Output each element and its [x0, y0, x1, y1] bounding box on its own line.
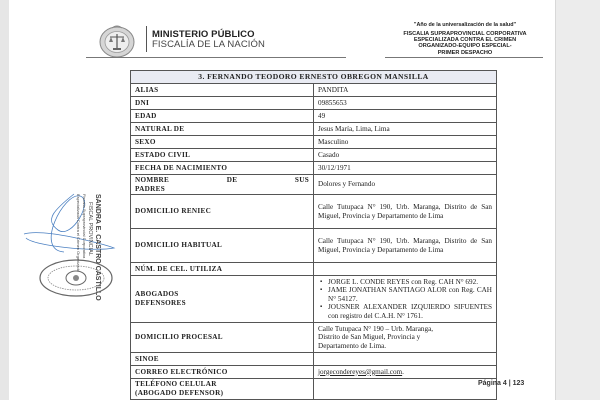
label-word: DE: [226, 175, 238, 184]
label-line-1: ABOGADOS: [135, 290, 179, 299]
row-label: DOMICILIO RENIEC: [131, 195, 314, 229]
lawyers-list: [318, 278, 492, 321]
header-rule-right: [385, 57, 543, 58]
row-label: EDAD: [131, 110, 314, 123]
row-value: 49: [314, 110, 497, 123]
value-line: Distrito de San Miguel, Provincia y: [318, 333, 421, 342]
row-value: Dolores y Fernando: [314, 175, 497, 195]
email-suffix: .: [402, 367, 404, 376]
row-value: 30/12/1971: [314, 162, 497, 175]
row-value: Casado: [314, 149, 497, 162]
table-row: [131, 195, 497, 229]
row-label: NATURAL DE: [131, 123, 314, 136]
row-value: Calle Tutupaca N° 190, Urb. Maranga, Distrito de San Miguel, Provincia y Departamento de Lima: [314, 229, 497, 263]
fiscalia-line: PRIMER DESPACHO: [437, 49, 493, 56]
row-label: [131, 379, 314, 400]
table-row: [131, 353, 497, 366]
label-line-2: PADRES: [135, 184, 166, 193]
signature-stamp: [14, 190, 126, 310]
viewer-scrollbar[interactable]: [555, 0, 600, 400]
table-row: [131, 323, 497, 353]
org-line-2: FISCALÍA DE LA NACIÓN: [152, 39, 265, 50]
row-label: SINOE: [131, 353, 314, 366]
table-row: [131, 97, 497, 110]
fiscalia-line: ORGANIZADO-EQUIPO ESPECIAL-: [418, 43, 512, 50]
table-row: [131, 149, 497, 162]
page-number: Página 4 | 123: [478, 380, 525, 387]
row-label: DOMICILIO HABITUAL: [131, 229, 314, 263]
row-value: PANDITA: [314, 84, 497, 97]
row-value: [314, 323, 497, 353]
table-row: [131, 162, 497, 175]
personal-info-table: [130, 70, 497, 400]
row-value: 09855653: [314, 97, 497, 110]
stamp-title: FISCAL PROVINCIAL: [87, 202, 93, 256]
row-label: ESTADO CIVIL: [131, 149, 314, 162]
row-value: [314, 366, 497, 379]
row-value: [314, 276, 497, 323]
stamp-name: SANDRA E. CASTRO CASTILLO: [94, 194, 101, 301]
fiscalia-line: FISCALIA SUPRAPROVINCIAL CORPORATIVA: [403, 31, 527, 37]
table-row: [131, 379, 497, 400]
table-row: [131, 123, 497, 136]
row-label: DOMICILIO PROCESAL: [131, 323, 314, 353]
row-value: Calle Tutupaca N° 190, Urb. Maranga, Distrito de San Miguel, Provincia y Departamento de Lima: [314, 195, 497, 229]
label-line-1: [135, 176, 309, 185]
value-line: Calle Tutupaca N° 190 – Urb. Maranga,: [318, 324, 434, 333]
table-row: [131, 263, 497, 276]
table-header-row: [131, 71, 497, 84]
person-title: 3. FERNANDO TEODORO ERNESTO OBREGON MANSILLA: [131, 71, 497, 84]
fiscalia-line: ESPECIALIZADA CONTRA EL CRIMEN: [413, 37, 517, 44]
table-row: [131, 175, 497, 195]
logo-divider: [146, 26, 147, 52]
row-value: [314, 263, 497, 276]
email-link[interactable]: jorgecondereyes@gmail.com: [318, 367, 403, 376]
value-line: Departamento de Lima.: [318, 341, 387, 350]
label-line-2: DEFENSORES: [135, 299, 186, 307]
row-label: NÚM. DE CEL. UTILIZA: [131, 263, 314, 276]
row-label: SEXO: [131, 136, 314, 149]
list-item: ▪ JOUSNER ALEXANDER IZQUIERDO SIFUENTES con registro del C.A.H. N° 1761.: [328, 303, 492, 320]
org-line-1: MINISTERIO PÚBLICO: [152, 29, 255, 40]
table-row: [131, 110, 497, 123]
row-value: Jesus María, Lima, Lima: [314, 123, 497, 136]
row-label: [131, 175, 314, 195]
table-row: [131, 136, 497, 149]
row-label: FECHA DE NACIMIENTO: [131, 162, 314, 175]
row-label: DNI: [131, 97, 314, 110]
table-row: [131, 84, 497, 97]
row-label: ALIAS: [131, 84, 314, 97]
row-label: CORREO ELECTRÓNICO: [131, 366, 314, 379]
row-label: [131, 276, 314, 323]
label-word: SUS: [294, 175, 309, 184]
table-row: [131, 229, 497, 263]
row-value: [314, 379, 497, 400]
label-line-1: TELÉFONO CELULAR: [135, 380, 217, 389]
list-item: ▪ JAME JONATHAN SANTIAGO ALOR con Reg. CAH N° 54127.: [328, 286, 492, 303]
fiscalia-name: [385, 31, 545, 56]
row-value: [314, 353, 497, 366]
ministerio-publico-seal-icon: [97, 22, 137, 60]
table-row: [131, 366, 497, 379]
row-value: Masculino: [314, 136, 497, 149]
stamp-office-1: Fiscalía Supraprovincial Corporativa: [82, 194, 87, 259]
stamp-office-2: Especializada Contra el Crimen Organizado: [76, 194, 81, 272]
label-line-2: (ABOGADO DEFENSOR): [135, 389, 224, 397]
table-row: [131, 276, 497, 323]
label-word: NOMBRE: [135, 175, 170, 184]
list-item: ▪ JORGE L. CONDE REYES con Reg. CAH N° 692.: [328, 278, 492, 287]
organization-name: [152, 30, 265, 50]
header-rule-left: [86, 57, 346, 58]
year-motto: "Año de la universalización de la salud": [413, 22, 517, 28]
